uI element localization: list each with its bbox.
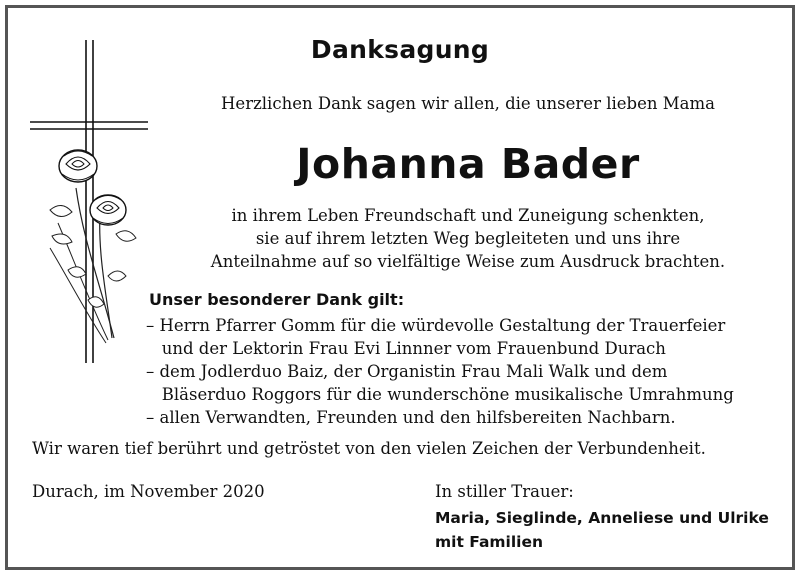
gratitude-paragraph <box>198 204 738 273</box>
special-thanks-list <box>146 314 734 429</box>
thanks-line: und der Lektorin Frau Evi Linnner vom Frauenbund Durach <box>146 339 666 358</box>
mourners-line: Maria, Sieglinde, Anneliese und Ulrike <box>435 509 769 527</box>
obituary-notice <box>5 5 795 570</box>
thanks-line: – Herrn Pfarrer Gomm für die würdevolle Gestaltung der Trauerfeier <box>146 316 726 335</box>
gratitude-line: in ihrem Leben Freundschaft und Zuneigung schenkten, <box>231 206 705 225</box>
mourners-list <box>435 506 769 554</box>
special-thanks-heading: Unser besonderer Dank gilt: <box>149 290 405 309</box>
cross-with-roses-icon <box>28 38 158 368</box>
intro-line: Herzlichen Dank sagen wir allen, die unserer lieben Mama <box>221 94 715 113</box>
notice-title: Danksagung <box>310 35 490 64</box>
deceased-name: Johanna Bader <box>296 140 640 188</box>
mourning-label: In stiller Trauer: <box>435 482 574 501</box>
gratitude-line: sie auf ihrem letzten Weg begleiteten und uns ihre <box>255 229 681 248</box>
mourners-line: mit Familien <box>435 533 544 551</box>
thanks-line: – allen Verwandten, Freunden und den hilfsbereiten Nachbarn. <box>146 408 676 427</box>
place-and-date: Durach, im November 2020 <box>32 482 265 501</box>
thanks-line: – dem Jodlerduo Baiz, der Organistin Frau Mali Walk und dem <box>146 362 668 381</box>
thanks-line: Bläserduo Roggors für die wunderschöne musikalische Umrahmung <box>146 385 734 404</box>
closing-sentence: Wir waren tief berührt und getröstet von den vielen Zeichen der Verbundenheit. <box>32 439 706 458</box>
gratitude-line: Anteilnahme auf so vielfältige Weise zum Ausdruck brachten. <box>210 252 726 271</box>
